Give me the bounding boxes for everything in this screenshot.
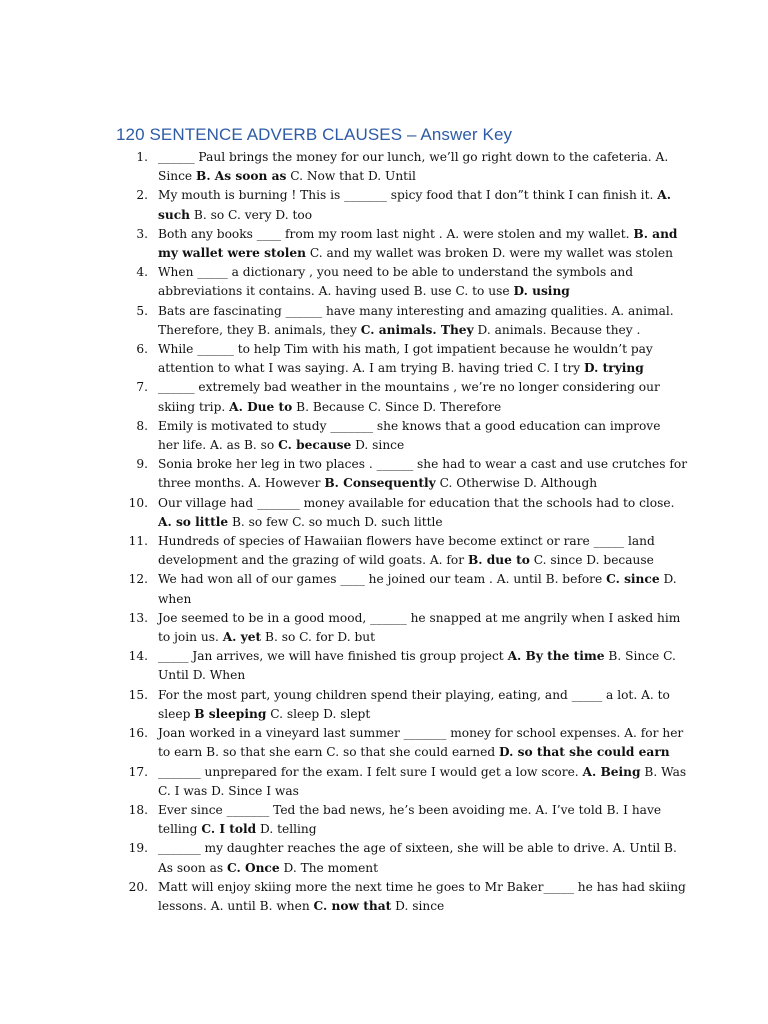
question-text-line	[158, 878, 686, 897]
answer-key-text: D. using	[513, 284, 570, 299]
question-text-line	[158, 782, 656, 801]
question-number: 13.	[128, 610, 148, 625]
question-text: B. so C. very D. too	[190, 207, 313, 222]
answer-key-text: A. By the time	[507, 649, 605, 664]
question-text-line	[158, 763, 687, 782]
question-item	[116, 647, 676, 685]
question-text-line	[158, 532, 656, 551]
question-text: D. telling	[256, 822, 317, 837]
question-text: _______ unprepared for the exam. I felt sure I would get a low score.	[158, 764, 583, 779]
question-number: 20.	[128, 879, 148, 894]
question-item	[116, 724, 684, 762]
question-number: 1.	[136, 150, 148, 164]
question-text: D. The moment	[279, 860, 379, 875]
question-text-line	[158, 167, 656, 186]
question-text: Joe seemed to be in a good mood, ______ he snapped at me angrily when I asked him	[158, 610, 681, 625]
question-number: 7.	[136, 380, 148, 395]
answer-key-text: A. Due to	[229, 399, 293, 414]
question-text: C. I was D. Since I was	[158, 783, 299, 798]
question-text: her life. A. as B. so	[158, 438, 279, 453]
question-text: We had won all of our games ____ he joined our team . A. until B. before	[158, 572, 607, 587]
question-text-line	[158, 282, 656, 301]
question-text: D. since	[351, 438, 405, 453]
question-text-line	[158, 647, 676, 666]
answer-key-text: B sleeping	[194, 706, 267, 721]
question-item	[116, 801, 662, 839]
question-text-line	[158, 474, 656, 493]
question-text-line	[158, 455, 688, 474]
question-text: _______ my daughter reaches the age of sixteen, she will be able to drive. A. Until B.	[158, 841, 677, 856]
question-text-line	[158, 551, 656, 570]
answer-key-text: B. Consequently	[324, 476, 436, 491]
question-text: Bats are fascinating ______ have many interesting and amazing qualities. A. animal.	[158, 303, 674, 318]
question-number: 4.	[136, 265, 148, 280]
question-text: when	[158, 591, 192, 606]
question-item	[116, 148, 669, 186]
answer-key-text: C. since	[606, 572, 660, 587]
answer-key-text: B. due to	[467, 553, 530, 568]
question-text: Emily is motivated to study _______ she knows that a good education can improve	[158, 418, 661, 433]
question-number: 16.	[128, 726, 148, 741]
question-text-line	[158, 244, 673, 263]
question-text: My mouth is burning ! This is _______ spicy food that I don”t think I can finish it.	[158, 188, 658, 203]
question-text: C. Now that D. Until	[286, 169, 416, 184]
answer-key-text: B. and	[633, 226, 678, 241]
answer-key-text: my wallet were stolen	[158, 246, 307, 261]
question-text: Sonia broke her leg in two places . ______ she had to wear a cast and use crutches for	[158, 457, 688, 472]
question-item	[116, 609, 681, 647]
question-text: Since	[158, 169, 197, 184]
question-text: D.	[659, 572, 677, 587]
question-text-line	[158, 724, 684, 743]
question-number: 10.	[128, 495, 148, 510]
question-text-line	[158, 494, 675, 513]
question-text-line	[158, 513, 656, 532]
answer-key-text: C. Once	[226, 860, 280, 875]
question-number: 19.	[128, 841, 148, 856]
question-text-line	[158, 206, 656, 225]
question-number: 6.	[136, 342, 148, 357]
question-text-line	[158, 686, 670, 705]
question-text: telling	[158, 822, 202, 837]
question-text: ______ Paul brings the money for our lunch, we’ll go right down to the cafeteria. A.	[158, 150, 669, 164]
question-text: lessons. A. until B. when	[158, 898, 314, 913]
question-text: attention to what I was saying. A. I am trying B. having tried C. I try	[158, 361, 585, 376]
question-text: Our village had _______ money available for education that the schools had to close.	[158, 495, 675, 510]
question-item	[116, 340, 656, 378]
page-title: 120 SENTENCE ADVERB CLAUSES – Answer Key	[116, 125, 513, 144]
question-number: 12.	[128, 572, 148, 587]
question-text: As soon as	[158, 860, 227, 875]
question-text: B. Was	[640, 764, 687, 779]
question-text: D. since	[391, 898, 445, 913]
question-item	[116, 263, 656, 301]
question-text: D. animals. Because they .	[473, 322, 641, 337]
answer-key-text: A. Being	[582, 764, 641, 779]
question-text-line	[158, 897, 656, 916]
question-text-line	[158, 743, 670, 762]
question-text: three months. A. However	[158, 476, 325, 491]
question-item	[116, 763, 687, 801]
question-text-line	[158, 820, 656, 839]
question-text: Ever since _______ Ted the bad news, he’s been avoiding me. A. I’ve told B. I have	[158, 802, 662, 817]
question-number: 9.	[136, 457, 148, 472]
question-text-line	[158, 839, 677, 858]
question-text: abbreviations it contains. A. having used B. use C. to use	[158, 284, 514, 299]
question-text: When _____ a dictionary , you need to be able to understand the symbols and	[158, 265, 634, 280]
question-text: While ______ to help Tim with his math, I got impatient because he wouldn’t pay	[158, 342, 653, 357]
question-text: B. Because C. Since D. Therefore	[292, 399, 502, 414]
question-text: Joan worked in a vineyard last summer _______ money for school expenses. A. for her	[158, 726, 684, 741]
answer-key-text: A. so little	[158, 514, 229, 529]
question-text-line	[158, 628, 656, 647]
question-text-line	[158, 436, 656, 455]
question-text: ______ extremely bad weather in the mountains , we’re no longer considering our	[158, 380, 660, 395]
question-text-line	[158, 148, 669, 167]
answer-key-text: C. animals. They	[360, 322, 474, 337]
question-text: Until D. When	[158, 668, 246, 683]
question-text: For the most part, young children spend their playing, eating, and _____ a lot. A. to	[158, 687, 670, 702]
question-text-line	[158, 666, 656, 685]
question-text-line	[158, 359, 656, 378]
question-text-line	[158, 590, 656, 609]
question-text: C. sleep D. slept	[266, 706, 371, 721]
question-number: 17.	[128, 764, 148, 779]
question-text: Hundreds of species of Hawaiian flowers have become extinct or rare _____ land	[158, 534, 655, 549]
question-number: 5.	[136, 303, 148, 318]
question-text: sleep	[158, 706, 195, 721]
question-text: C. Otherwise D. Although	[435, 476, 598, 491]
question-number: 11.	[128, 534, 148, 549]
question-item	[116, 532, 656, 570]
question-text-line	[158, 705, 656, 724]
question-text-line	[158, 801, 662, 820]
question-number: 15.	[128, 687, 148, 702]
question-text: development and the grazing of wild goats. A. for	[158, 553, 468, 568]
question-text-line	[158, 321, 656, 340]
question-number: 14.	[128, 649, 148, 664]
question-text: B. so few C. so much D. such little	[228, 514, 443, 529]
question-text: C. since D. because	[529, 553, 654, 568]
question-text: Therefore, they B. animals, they	[158, 322, 361, 337]
question-item	[116, 225, 678, 263]
question-text: B. so C. for D. but	[261, 630, 375, 645]
question-item	[116, 686, 670, 724]
question-text: to earn B. so that she earn C. so that she could earned	[158, 745, 500, 760]
question-text-line	[158, 398, 656, 417]
answer-key-text: B. As soon as	[196, 169, 287, 184]
answer-key-text: C. because	[278, 438, 352, 453]
question-number: 8.	[136, 418, 148, 433]
question-text-line	[158, 859, 656, 878]
question-text: _____ Jan arrives, we will have finished tis group project	[158, 649, 508, 664]
question-text-line	[158, 186, 671, 205]
answer-key-text: C. now that	[313, 898, 392, 913]
question-text: C. and my wallet was broken D. were my wallet was stolen	[306, 246, 673, 261]
question-text-line	[158, 378, 660, 397]
question-number: 2.	[136, 188, 148, 203]
question-text: Both any books ____ from my room last night . A. were stolen and my wallet.	[158, 226, 634, 241]
question-text: B. Since C.	[604, 649, 676, 664]
question-text-line	[158, 302, 674, 321]
question-item	[116, 186, 671, 224]
question-item	[116, 302, 674, 340]
question-item	[116, 378, 660, 416]
question-list	[116, 148, 688, 916]
answer-key-text: C. I told	[201, 822, 257, 837]
answer-key-text: D. trying	[584, 361, 644, 376]
question-text-line	[158, 570, 677, 589]
question-text: skiing trip.	[158, 399, 230, 414]
question-text-line	[158, 417, 661, 436]
question-text: to join us.	[158, 630, 223, 645]
question-text-line	[158, 225, 678, 244]
question-text: Matt will enjoy skiing more the next time he goes to Mr Baker_____ he has had skiing	[158, 879, 686, 894]
question-item	[116, 494, 675, 532]
answer-key-text: A.	[657, 188, 671, 203]
answer-key-text: such	[158, 207, 191, 222]
question-text-line	[158, 340, 656, 359]
question-item	[116, 839, 677, 877]
answer-key-text: A. yet	[222, 630, 262, 645]
question-number: 18.	[128, 802, 148, 817]
answer-key-text: D. so that she could earn	[499, 745, 670, 760]
question-item	[116, 570, 677, 608]
question-number: 3.	[136, 226, 148, 241]
question-item	[116, 455, 688, 493]
question-text-line	[158, 263, 656, 282]
question-text-line	[158, 609, 681, 628]
question-item	[116, 417, 661, 455]
question-item	[116, 878, 686, 916]
